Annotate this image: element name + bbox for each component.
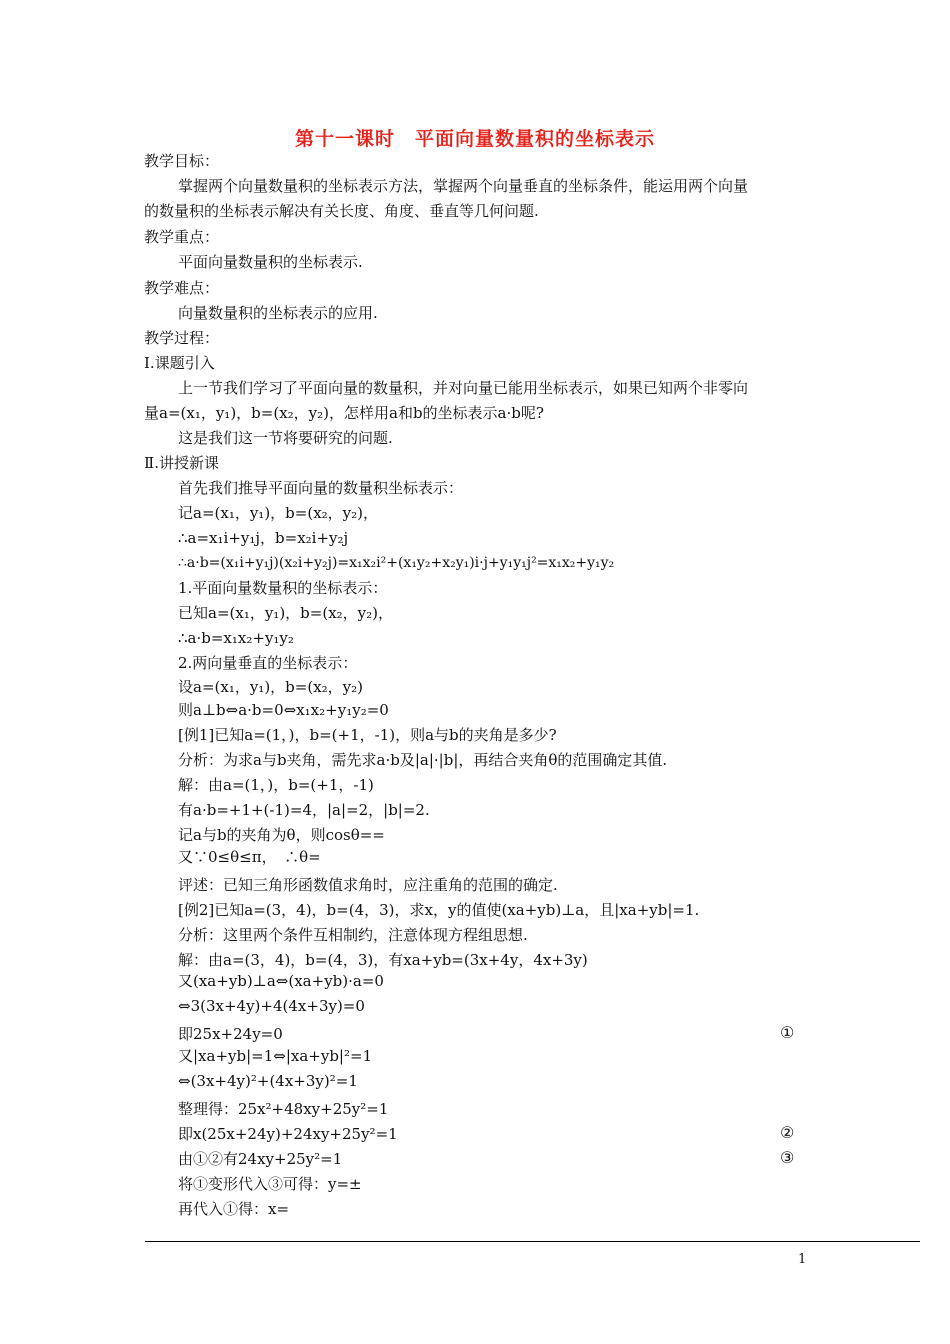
formula-line: 设a=(x₁，y₁)，b=(x₂，y₂) bbox=[178, 678, 364, 696]
equation-1: 即25x+24y=0 bbox=[178, 1025, 283, 1043]
formula-line: ∴a=x₁i+y₁j，b=x₂i+y₂j bbox=[178, 529, 349, 547]
equation-3: 由①②有24xy+25y²=1 bbox=[178, 1150, 343, 1168]
section-heading-newlesson: Ⅱ.讲授新课 bbox=[144, 454, 219, 472]
paragraph-line: 量a=(x₁，y₁)，b=(x₂，y₂)，怎样用a和b的坐标表示a·b呢? bbox=[144, 404, 544, 422]
equation-marker-1: ① bbox=[780, 1023, 795, 1042]
example-1: [例1]已知a=(1，)，b=(+1，-1)，则a与b的夹角是多少? bbox=[178, 726, 557, 744]
solution-line: 将①变形代入③可得：y=± bbox=[178, 1175, 362, 1193]
paragraph-line: 掌握两个向量数量积的坐标表示方法，掌握两个向量垂直的坐标条件，能运用两个向量 bbox=[178, 177, 749, 195]
paragraph-line: 向量数量积的坐标表示的应用. bbox=[178, 304, 378, 322]
solution-line: 又(xa+yb)⊥a⇔(xa+yb)·a=0 bbox=[178, 972, 384, 990]
analysis-line: 分析：为求a与b夹角，需先求a·b及|a|·|b|，再结合夹角θ的范围确定其值. bbox=[178, 751, 668, 769]
equation-marker-3: ③ bbox=[780, 1148, 795, 1167]
section-heading-process: 教学过程： bbox=[144, 329, 220, 347]
paragraph-line: 上一节我们学习了平面向量的数量积，并对向量已能用坐标表示，如果已知两个非零向 bbox=[178, 379, 749, 397]
solution-line: 有a·b=+1+(-1)=4，|a|=2，|b|=2. bbox=[178, 801, 430, 819]
paragraph-line: 平面向量数量积的坐标表示. bbox=[178, 253, 363, 271]
paragraph-line: 的数量积的坐标表示解决有关长度、角度、垂直等几何问题. bbox=[144, 202, 539, 220]
formula-line: 则a⊥b⇔a·b=0⇔x₁x₂+y₁y₂=0 bbox=[178, 701, 389, 719]
equation-marker-2: ② bbox=[780, 1123, 795, 1142]
formula-line: 已知a=(x₁，y₁)，b=(x₂，y₂)， bbox=[178, 604, 394, 622]
solution-line: 又∵0≤θ≤π， ∴θ= bbox=[178, 848, 321, 866]
subsection-heading: 1.平面向量数量积的坐标表示： bbox=[178, 579, 388, 597]
solution-line: 再代入①得：x= bbox=[178, 1200, 290, 1218]
section-heading-difficulties: 教学难点： bbox=[144, 279, 220, 297]
formula-line: ∴a·b=(x₁i+y₁j)(x₂i+y₂j)=x₁x₂i²+(x₁y₂+x₂y₁)i·j+y₁y₁j²=x₁x₂+y₁y₂ bbox=[178, 555, 615, 571]
page-number: 1 bbox=[798, 1252, 807, 1267]
solution-line: ⇔3(3x+4y)+4(4x+3y)=0 bbox=[178, 997, 365, 1015]
formula-line: ∴a·b=x₁x₂+y₁y₂ bbox=[178, 629, 294, 647]
lesson-title: 第十一课时 平面向量数量积的坐标表示 bbox=[294, 128, 655, 150]
subsection-heading: 2.两向量垂直的坐标表示： bbox=[178, 654, 358, 672]
solution-line: 解：由a=(1，)，b=(+1，-1) bbox=[178, 776, 374, 794]
solution-line: 又|xa+yb|=1⇔|xa+yb|²=1 bbox=[178, 1047, 373, 1065]
analysis-line: 分析：这里两个条件互相制约，注意体现方程组思想. bbox=[178, 926, 528, 944]
equation-2: 即x(25x+24y)+24xy+25y²=1 bbox=[178, 1125, 398, 1143]
paragraph-line: 这是我们这一节将要研究的问题. bbox=[178, 429, 393, 447]
section-heading-keypoints: 教学重点： bbox=[144, 228, 220, 246]
solution-line: 记a与b的夹角为θ，则cosθ== bbox=[178, 826, 385, 844]
paragraph-line: 首先我们推导平面向量的数量积坐标表示： bbox=[178, 479, 464, 497]
footer-rule bbox=[145, 1241, 920, 1242]
section-heading-objectives: 教学目标： bbox=[144, 152, 220, 170]
comment-line: 评述：已知三角形函数值求角时，应注重角的范围的确定. bbox=[178, 876, 558, 894]
solution-line: ⇔(3x+4y)²+(4x+3y)²=1 bbox=[178, 1072, 358, 1090]
solution-line: 整理得：25x²+48xy+25y²=1 bbox=[178, 1100, 389, 1118]
example-2: [例2]已知a=(3，4)，b=(4，3)，求x，y的值使(xa+yb)⊥a，且|xa+yb|=1. bbox=[178, 901, 700, 919]
solution-line: 解：由a=(3，4)，b=(4，3)，有xa+yb=(3x+4y，4x+3y) bbox=[178, 951, 588, 969]
formula-line: 记a=(x₁，y₁)，b=(x₂，y₂)， bbox=[178, 504, 379, 522]
section-heading-intro: Ⅰ.课题引入 bbox=[144, 354, 215, 372]
